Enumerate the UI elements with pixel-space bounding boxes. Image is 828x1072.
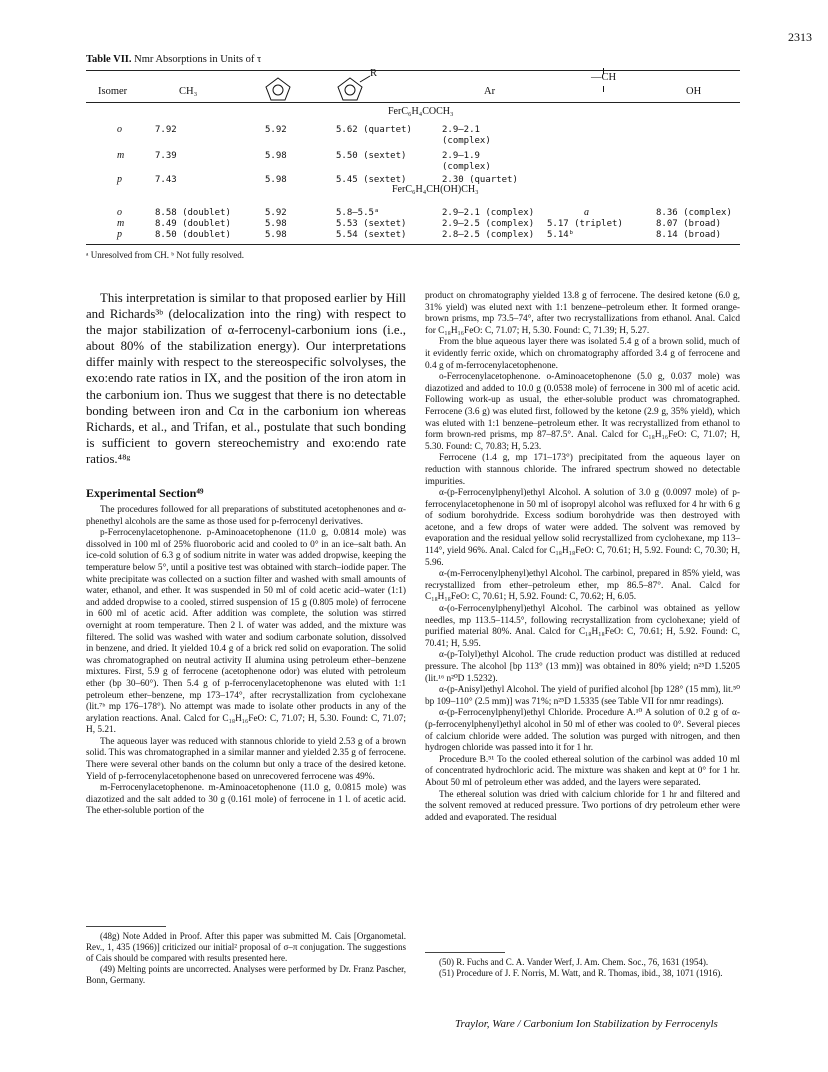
cyclopentadienyl-ring-icon [264, 76, 292, 102]
cell-ring1: 5.98 [265, 219, 287, 229]
paragraph: α-(p-Anisyl)ethyl Alcohol. The yield of purified alcohol [bp 128° (15 mm), lit.⁵⁰ bp 109–110° (2.5 mm)] was 71%; n²⁵D 1.5335 (see Table VII for nmr readings). [425, 685, 740, 707]
cell-ring2: 5.62 (quartet) [336, 125, 412, 135]
header-oh: OH [686, 86, 702, 97]
paragraph: Ferrocene (1.4 g, mp 171–173°) precipitated from the aqueous layer on reduction with stannous chloride. The infrared spectrum showed no detectable impurities. [425, 453, 740, 487]
cell-ch3: 8.49 (doublet) [155, 219, 231, 229]
header-ch3: CH₃ [179, 86, 198, 97]
cell-isomer: o [117, 207, 122, 218]
paragraph: α-(m-Ferrocenylphenyl)ethyl Alcohol. The carbinol, prepared in 85% yield, was recrystallized from ether–petroleum ether, mp 86.5–87°. Anal. Calcd for C₁₈H₁₈FeO: C, 70.61; H, 5.92. Found: C, 70.62; H, 6.05. [425, 569, 740, 603]
cell-ar-note: (complex) [442, 162, 491, 172]
cell-isomer: p [117, 174, 122, 185]
table-title: Nmr Absorptions in Units of τ [134, 54, 262, 65]
paragraph: From the blue aqueous layer there was isolated 5.4 g of a brown solid, much of it evidently ferric oxide, which on chromatography afforded 3.4 g of ferrocene and 0.4 g of m-ferrocenylacetophenone. [425, 337, 740, 371]
section-ethanol: FerC₆H₄CH(OH)CH₃ [392, 184, 479, 195]
cell-ring1: 5.98 [265, 175, 287, 185]
paragraph: The procedures followed for all preparations of substituted acetophenones and α-phenethyl alcohols are the same as those used for p-ferrocenyl derivatives. [86, 505, 406, 527]
intro-paragraph: This interpretation is similar to that proposed earlier by Hill and Richards³ᵇ (delocalization into the ring) with respect to the major stabilization of α-ferrocenyl-carbonium ions (i.e., about 80% of the stabilization energy). Our interpretations differ mainly with respect to the stereospecific solvolyses, the exo:endo rate ratios in IX, and the position of the iron atom in the carbonium ion. Thus we suggest that there is no detectable bonding between iron and Cα in the carbonium ion whereas Richards, et al., and Trifan, et al., postulate that such bonding is sufficient to govern stereochemistry and exo:endo rate ratios.⁴⁸ᵍ [86, 291, 406, 466]
header-ar: Ar [484, 86, 496, 97]
cell-ch3: 7.39 [155, 151, 177, 161]
paragraph: The ethereal solution was dried with calcium chloride for 1 hr and filtered and the solvent removed at reduced pressure. Two portions of dry petroleum ether were added and evaporated. The residual [425, 789, 740, 823]
page-number: 2313 [788, 30, 812, 44]
cell-ch3: 8.58 (doublet) [155, 208, 231, 218]
cell-isomer: m [117, 150, 125, 161]
cell-ch: 5.17 (triplet) [547, 219, 623, 229]
header-r: R [370, 68, 378, 79]
cell-ar-note: (complex) [442, 136, 491, 146]
cell-ring2: 5.54 (sextet) [336, 230, 407, 240]
footnote-49: (49) Melting points are uncorrected. Analyses were performed by Dr. Franz Pascher, Bonn, Germany. [86, 964, 406, 985]
ch-bond-up [603, 68, 604, 74]
cell-ar: 2.9–2.1 [442, 125, 480, 135]
cell-ar: 2.9–2.1 (complex) [442, 208, 535, 218]
cell-ring2: 5.45 (sextet) [336, 175, 407, 185]
paragraph: Procedure B.⁵¹ To the cooled ethereal solution of the carbinol was added 10 ml of concentrated hydrochloric acid. The mixture was shaken and kept at 0° for 1 hr. About 50 ml of petroleum ether was added, and the layers were separated. [425, 754, 740, 788]
table-label: Table VII. [86, 54, 132, 65]
paragraph: product on chromatography yielded 13.8 g of ferrocene. The desired ketone (6.0 g, 31% yield) was eluted next with 1:1 benzene–petroleum ether. It formed orange-brown prisms, mp 73.5–74°, after two recrystallizations from ethanol. Anal. Calcd for C₁₈H₁₆FeO: C, 71.07; H, 5.30. Found: C, 71.39; H, 5.27. [425, 291, 740, 336]
table-footnote: ᵃ Unresolved from CH. ᵇ Not fully resolved. [86, 250, 244, 260]
cell-ch: a [584, 207, 589, 218]
cell-ar: 2.9–1.9 [442, 151, 480, 161]
cell-ring1: 5.98 [265, 151, 287, 161]
paragraph: α-(p-Ferrocenylphenyl)ethyl Chloride. Procedure A.¹⁰ A solution of 0.2 g of α-(p-ferrocenylphenyl)ethyl alcohol in 50 ml of ether was cooled to 0°. Several pieces of calcium chloride were added. The solution was purged with nitrogen, and then hydrogen chloride was passed into it for 1 hr. [425, 708, 740, 754]
paragraph: α-(o-Ferrocenylphenyl)ethyl Alcohol. The carbinol was obtained as yellow needles, mp 113.5–114.5°, following recrystallization from cyclohexane; yield of purified material 80%. Anal. Calcd for C₁₈H₁₈FeO: C, 70.61; H, 5.92. Found: C, 70.41; H, 5.95. [425, 604, 740, 649]
footnotes-left [86, 931, 406, 986]
table-caption [86, 54, 261, 65]
header-isomer: Isomer [98, 86, 128, 97]
footnote-51: (51) Procedure of J. F. Norris, M. Watt, and R. Thomas, ibid., 38, 1071 (1916). [439, 968, 723, 978]
cell-oh: 8.07 (broad) [656, 219, 722, 229]
cell-ring2: 5.50 (sextet) [336, 151, 407, 161]
section-acetophenone: FerC₆H₄COCH₃ [388, 106, 454, 117]
table-top-rule [86, 70, 740, 71]
cell-ch: 5.14ᵇ [547, 230, 575, 240]
paragraph: The aqueous layer was reduced with stannous chloride to yield 2.53 g of a brown solid. This was chromatographed in a similar manner and yielded 2.35 g of ferrocene. There were several other bands on the column but only a trace of the desired ketone. Yield of p-ferrocenylacetophenone based on unrecovered ferrocene was 49%. [86, 736, 406, 782]
cell-ring2: 5.53 (sextet) [336, 219, 407, 229]
cell-ar: 2.30 (quartet) [442, 175, 518, 185]
cell-ch3: 8.50 (doublet) [155, 230, 231, 240]
footnote-50: (50) R. Fuchs and C. A. Vander Werf, J. Am. Chem. Soc., 76, 1631 (1954). [439, 957, 709, 967]
cell-ring2: 5.8–5.5ᵃ [336, 208, 380, 218]
left-column-body [86, 505, 406, 818]
cell-ar: 2.8–2.5 (complex) [442, 230, 535, 240]
paragraph: α-(p-Tolyl)ethyl Alcohol. The crude reduction product was distilled at reduced pressure. The alcohol [bp 113° (13 mm)] was obtained in 80% yield; n²⁵D 1.5205 (lit.¹⁶ n²⁰D 1.5232). [425, 650, 740, 684]
cell-ch3: 7.43 [155, 175, 177, 185]
cell-oh: 8.36 (complex) [656, 208, 732, 218]
cell-isomer: p [117, 229, 122, 240]
cell-isomer: o [117, 124, 122, 135]
running-footer: Traylor, Ware / Carbonium Ion Stabilization by Ferrocenyls [455, 1018, 718, 1030]
footnote-rule-right [425, 952, 505, 953]
cell-ch3: 7.92 [155, 125, 177, 135]
paragraph: p-Ferrocenylacetophenone. p-Aminoacetophenone (11.0 g, 0.0814 mole) was dissolved in 100 ml of 25% fluoroboric acid and cooled to 0° in an ice–salt bath. An ice-cold solution of 6.3 g of sodium nitrite in water was added dropwise, keeping the temperature below 5°, until a positive test was obtained with starch–iodide paper. The white precipitate was collected on a suction filter and washed with small amounts of water, ethanol, and ether. It was suspended in 50 ml of cold acetic acid–water (1:1) and added dropwise to a cooled, stirred suspension of 15 g (0.805 mole) of ferrocene in 600 ml of acetic acid. After addition was complete, the solution was stirred overnight at room temperature. Then 2 l. of water was added, and the mixture was filtered. The solid was washed with water and sodium carbonate solution, dissolved in benzene, and dried. It yielded 10.4 g of a brick red solid on evaporation. The solid was chromatographed on neutral activity II alumina using petroleum ether–benzene mixtures. First, 5.9 g of ferrocene (acetophenone odor) was eluted with petroleum ether (bp 30–60°). Then 5.4 g of p-ferrocenylacetophenone was eluted with 1:1 petroleum ether–benzene, mp 173–174°, after recrystallization from cyclohexane (lit.⁷ᵇ mp 176–178°). No attempt was made to isolate other products in any of the arylation reactions. Anal. Calcd for C₁₈H₁₆FeO: C, 71.07; H, 5.30. Found: C, 71.07; H, 5.21. [86, 528, 406, 736]
table-header-rule [86, 102, 740, 103]
cell-ring1: 5.92 [265, 125, 287, 135]
footnote-rule-left [86, 926, 166, 927]
footnotes-right [425, 957, 740, 979]
cell-ring1: 5.92 [265, 208, 287, 218]
cell-oh: 8.14 (broad) [656, 230, 722, 240]
cell-ring1: 5.98 [265, 230, 287, 240]
cell-isomer: m [117, 218, 125, 229]
ch-bond-down [603, 86, 604, 92]
cell-ar: 2.9–2.5 (complex) [442, 219, 535, 229]
footnote-48g: (48g) Note Added in Proof. After this paper was submitted M. Cais [Organometal. Rev., 1, 435 (1966)] criticized our initial² proposal of σ–π conjugation. The suggestions of Cais should be compared with results presented here. [86, 931, 406, 963]
experimental-heading: Experimental Section⁴⁹ [86, 486, 204, 500]
table-bottom-rule [86, 244, 740, 245]
paragraph: α-(p-Ferrocenylphenyl)ethyl Alcohol. A solution of 3.0 g (0.0097 mole) of p-ferrocenylacetophenone in 50 ml of isopropyl alcohol was refluxed for 4 hr with 6 g of sodium borohydride. Excess sodium borohydride was then destroyed with acetone, and a few drops of water were added. The solvent was removed by evaporation and the residual yellow solid recrystallized from cyclohexane, mp 113–114°, yield 96%. Anal. Calcd for C₁₈H₁₈FeO: C, 70.61; H, 5.92. Found: C, 70.30; H, 5.96. [425, 488, 740, 568]
paragraph: o-Ferrocenylacetophenone. o-Aminoacetophenone (5.0 g, 0.037 mole) was diazotized and added to 10.0 g (0.0538 mole) of ferrocene in 300 ml of acetic acid. Following work-up as usual, the ether-soluble product was chromatographed. Ferrocene (3.6 g) was eluted first, followed by the ketone (2.9 g, 35% yield), which was eluted with 1:1 benzene–petroleum ether. It was recrystallized from ethanol to form brown-red prisms, mp 87–87.5°. Anal. Calcd for C₁₈H₁₆FeO: C, 71.07; H, 5.30. Found: C, 70.83; H, 5.23. [425, 372, 740, 452]
header-ch: —CH [591, 72, 617, 83]
right-column-body [425, 291, 740, 824]
paragraph: m-Ferrocenylacetophenone. m-Aminoacetophenone (11.0 g, 0.0815 mole) was diazotized and the salt added to 30 g (0.161 mole) of ferrocene in 1 l. of acetic acid. The ether-soluble portion of the [86, 783, 406, 817]
